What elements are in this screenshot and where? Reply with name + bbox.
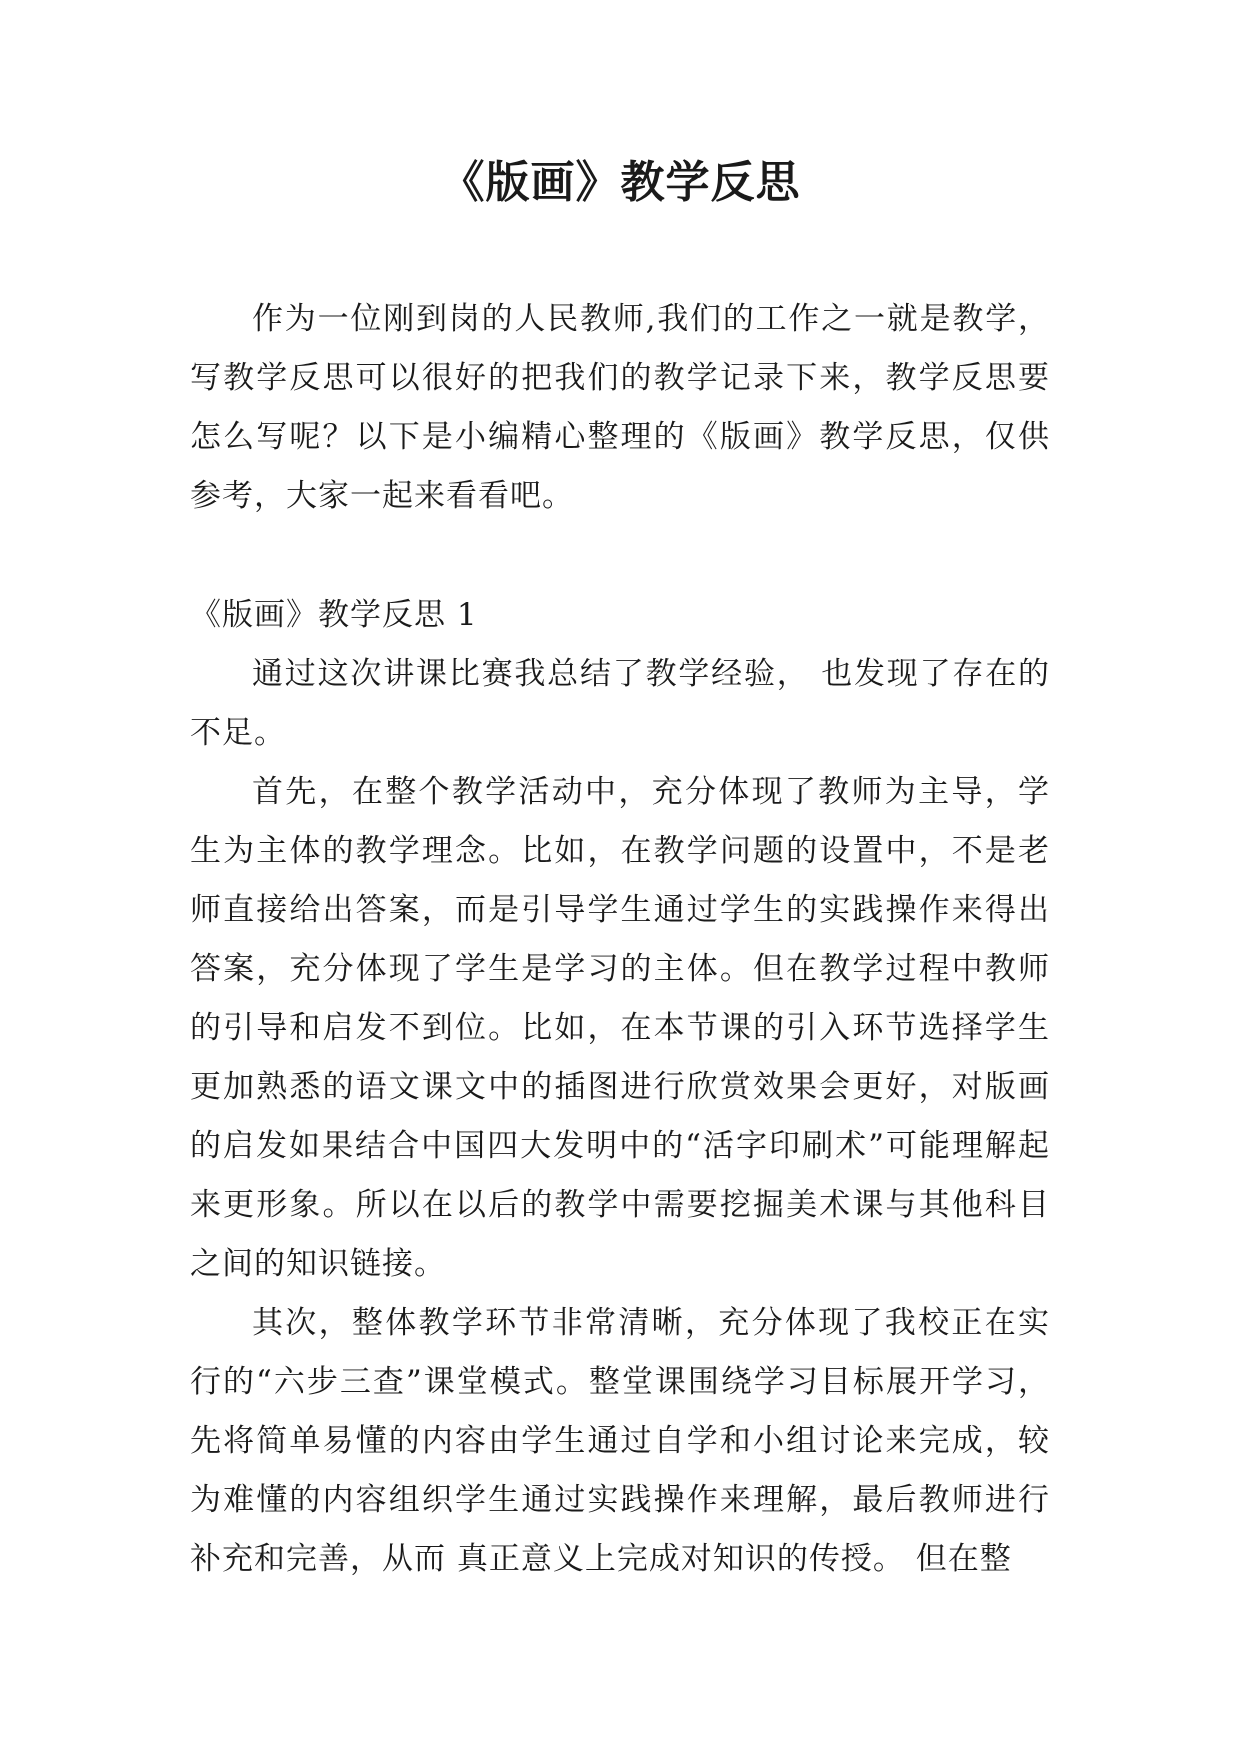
document-body bbox=[190, 290, 1050, 1589]
document-title: 《版画》教学反思 bbox=[440, 157, 801, 208]
section-heading: 《版画》教学反思 1 bbox=[190, 597, 478, 633]
body-paragraph: 其次，整体教学环节非常清晰，充分体现了我校正在实行的“六步三查”课堂模式。整堂课围绕学习目标展开学习，先将简单易懂的内容由学生通过自学和小组讨论来完成，较为难懂的内容组织学生通过实践操作来理解，最后教师进行补充和完善，从而 真正意义上完成对知识的传授。 但在整 bbox=[190, 1305, 1050, 1577]
body-paragraph: 首先，在整个教学活动中，充分体现了教师为主导，学生为主体的教学理念。比如，在教学问题的设置中，不是老师直接给出答案，而是引导学生通过学生的实践操作来得出答案，充分体现了学生是学习的主体。但在教学过程中教师的引导和启发不到位。比如，在本节课的引入环节选择学生更加熟悉的语文课文中的插图进行欣赏效果会更好，对版画的启发如果结合中国四大发明中的“活字印刷术”可能理解起来更形象。所以在以后的教学中需要挖掘美术课与其他科目之间的知识链接。 bbox=[190, 774, 1050, 1282]
body-paragraph: 通过这次讲课比赛我总结了教学经验， 也发现了存在的不足。 bbox=[190, 656, 1050, 751]
intro-paragraph: 作为一位刚到岗的人民教师,我们的工作之一就是教学，写教学反思可以很好的把我们的教学记录下来，教学反思要怎么写呢？以下是小编精心整理的《版画》教学反思，仅供参考，大家一起来看看吧。 bbox=[190, 301, 1050, 514]
